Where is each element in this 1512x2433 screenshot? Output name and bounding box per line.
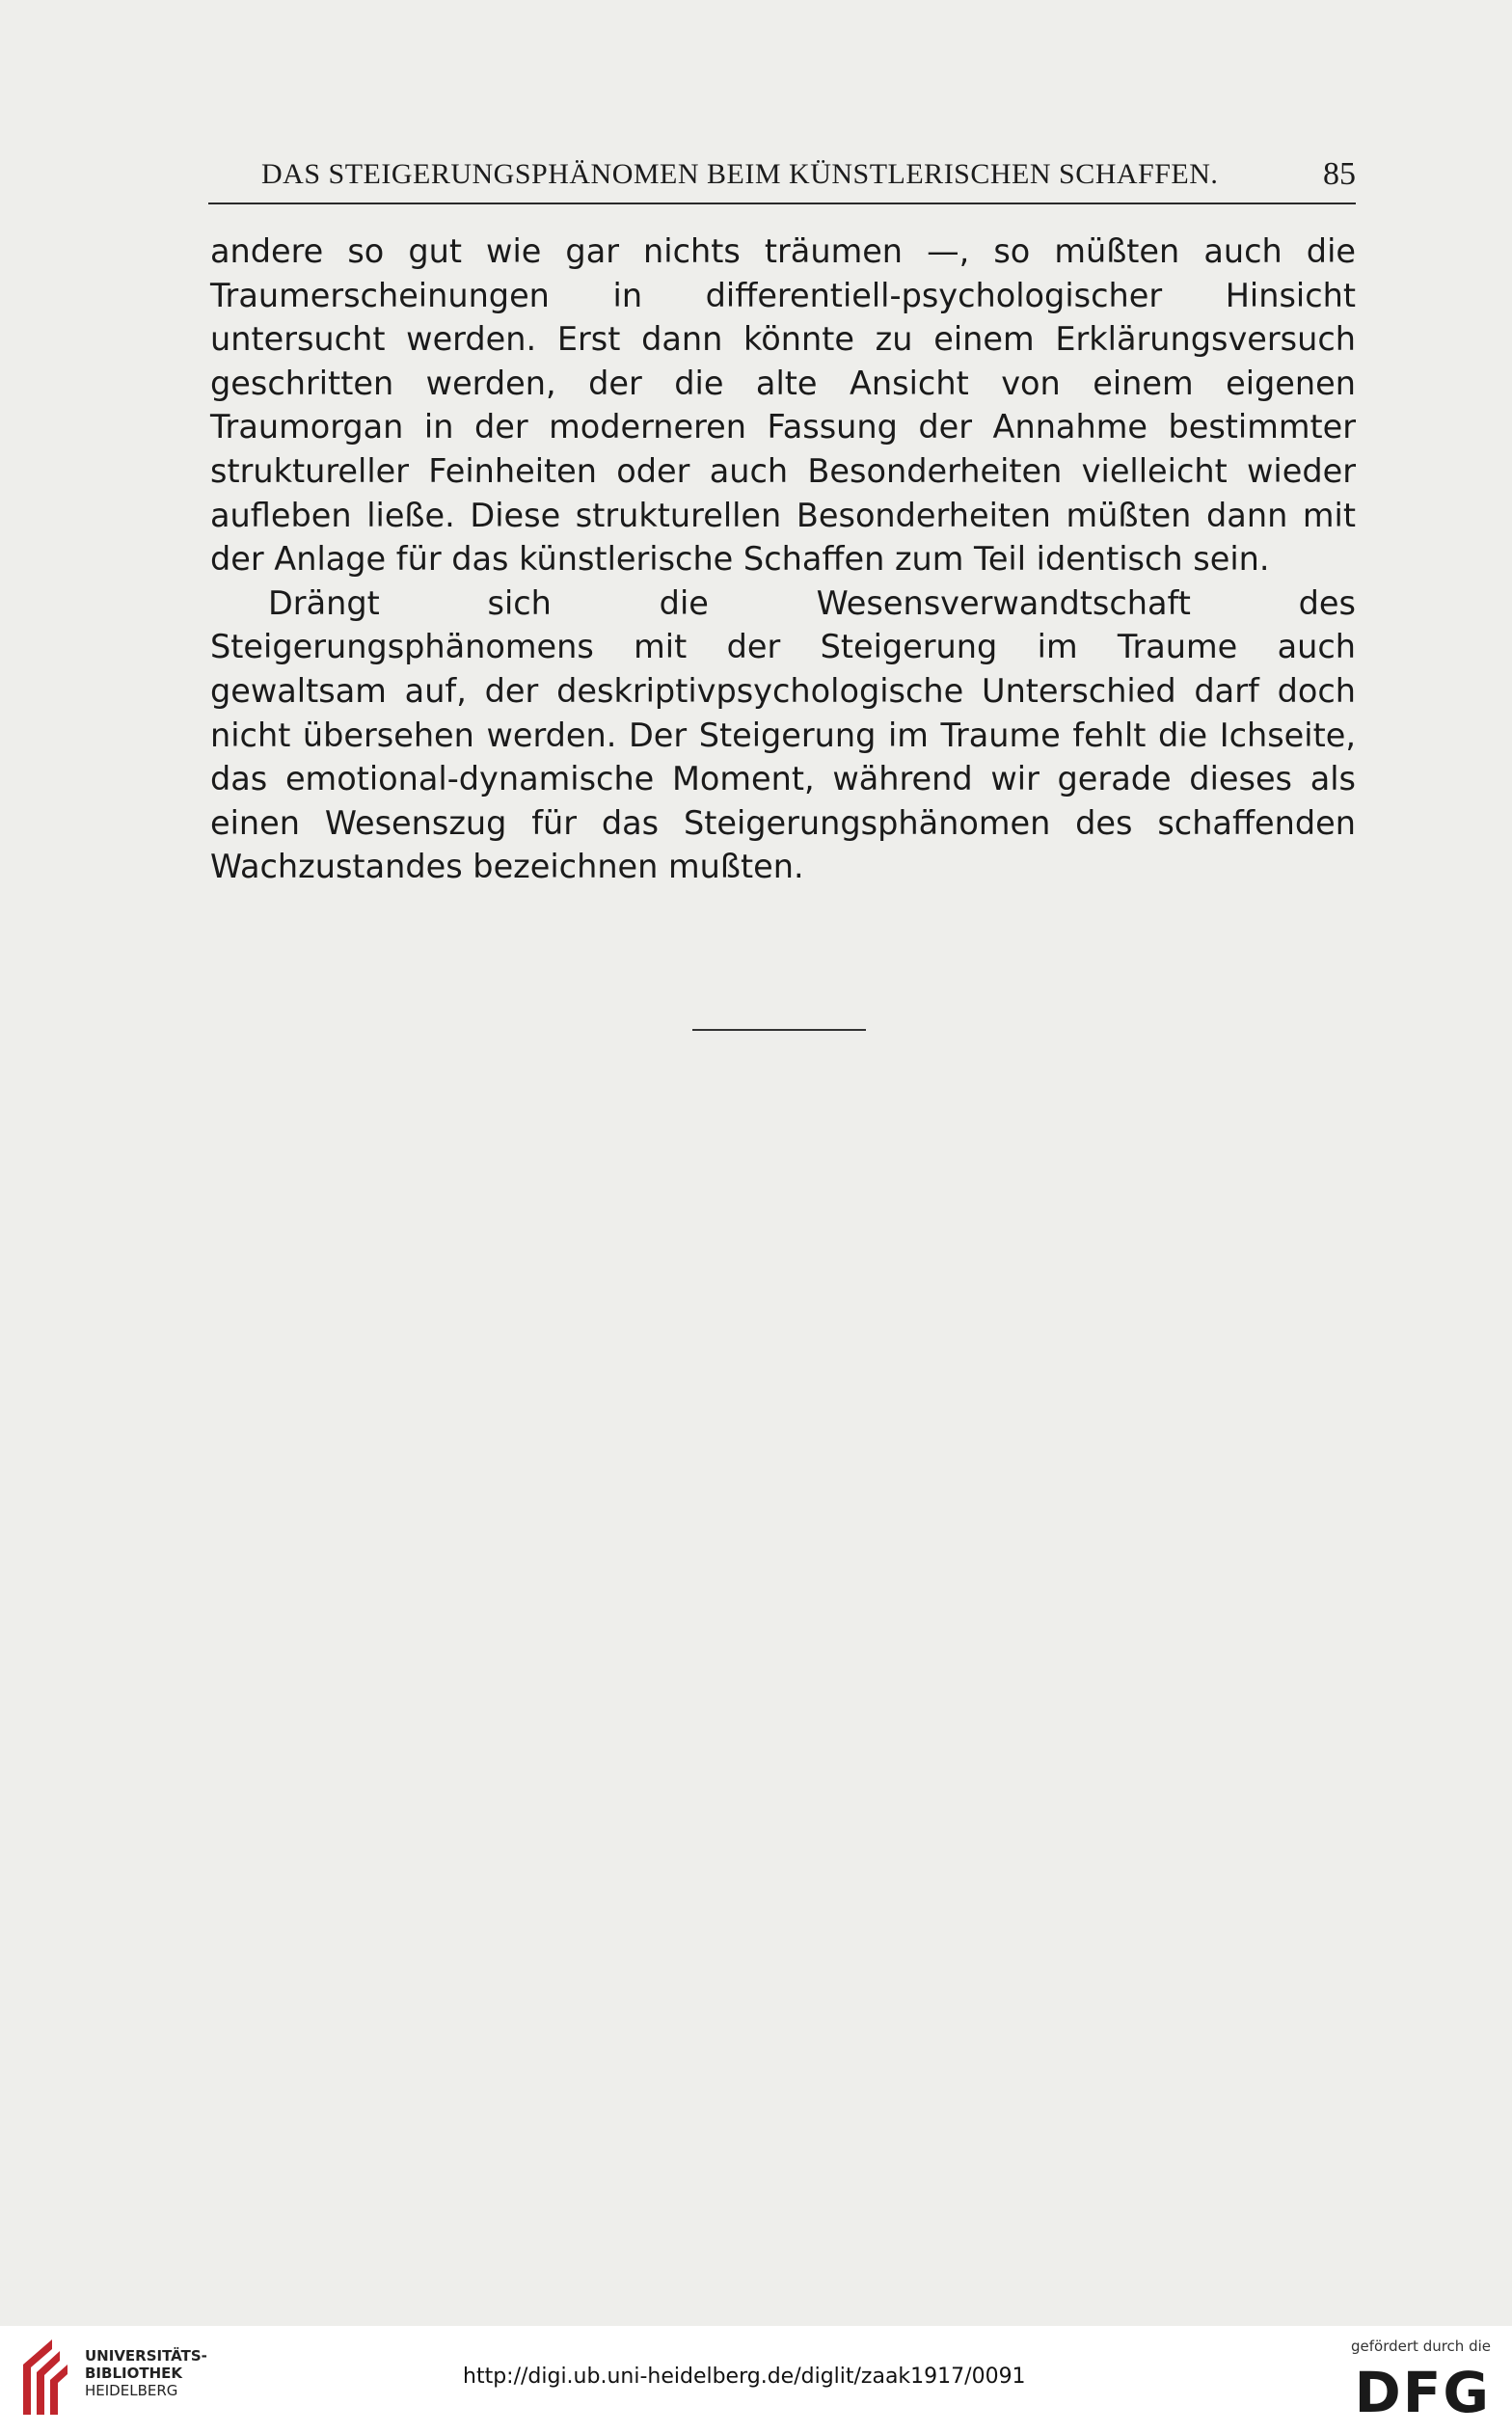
funded-by-text: gefördert durch die [1351,2338,1491,2355]
dfg-logo: DFG [1354,2360,1491,2425]
paragraph-2: Drängt sich die Wesensverwandtschaft des Steigerungsphänomens mit der Steigerung im Traume auch gewaltsam auf, der deskriptivpsychologische Unterschied darf doch nicht übersehen werden. Der Steigerung im Traume fehlt die Ichseite, das emotional-dynamische Moment, während wir gerade dieses als einen Wesenszug für das Steigerungsphänomen des schaffenden Wachzustandes bezeichnen mußten. [210,583,1356,886]
library-name-line2: BIBLIOTHEK [85,2365,182,2382]
permalink-url[interactable]: http://digi.ub.uni-heidelberg.de/diglit/zaak1917/0091 [463,2365,1026,2389]
university-library-name [85,2347,207,2399]
section-separator [692,1029,866,1031]
library-name-line3: HEIDELBERG [85,2382,178,2399]
university-library-logo-icon [15,2336,73,2420]
running-head: DAS STEIGERUNGSPHÄNOMEN BEIM KÜNSTLERISCHEN SCHAFFEN. [261,158,1219,190]
paragraph-1: andere so gut wie gar nichts träumen —, so müßten auch die Traumerscheinungen in differentiell-psychologischer Hinsicht untersucht werden. Erst dann könnte zu einem Erklärungsversuch geschritten werden, der die alte Ansicht von einem eigenen Traumorgan in der moderneren Fassung der Annahme bestimmter struktureller Feinheiten oder auch Besonderheiten vielleicht wieder aufleben ließe. Diese strukturellen Besonderheiten müßten dann mit der Anlage für das künstlerische Schaffen zum Teil identisch sein. [210,232,1356,579]
page-number: 85 [1323,156,1356,192]
viewer-footer [0,2326,1512,2433]
body-text [210,230,1356,889]
page-header [208,154,1356,204]
library-name-line1: UNIVERSITÄTS- [85,2347,207,2365]
